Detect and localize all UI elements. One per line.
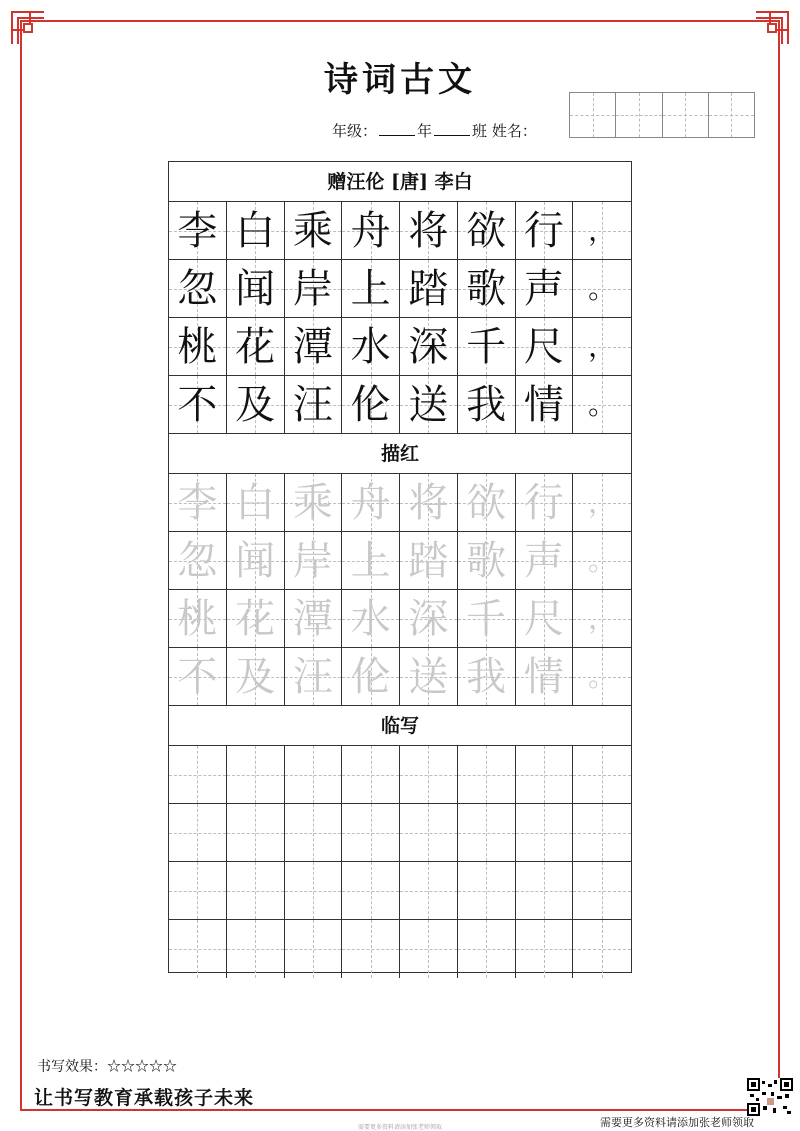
poem-row (169, 260, 631, 318)
year-label: 年 (417, 122, 433, 140)
poem-character: 。 (588, 387, 617, 421)
trace-cell (285, 532, 343, 589)
poem-character: 舟 (350, 207, 391, 254)
footer-note: 需要更多资料请添加张老师领取 (600, 1116, 754, 1129)
copy-cell[interactable] (169, 746, 227, 803)
poem-cell (400, 376, 458, 433)
trace-character: 将 (408, 479, 449, 526)
trace-character: 千 (466, 595, 507, 642)
trace-cell (458, 648, 516, 705)
name-cell[interactable] (663, 93, 709, 137)
trace-character: 忽 (177, 537, 218, 584)
poem-header: 赠汪伦 [唐] 李白 (169, 162, 631, 202)
trace-character: 潭 (292, 595, 333, 642)
trace-cell (400, 648, 458, 705)
trace-cell (285, 590, 343, 647)
poem-character: ， (588, 213, 617, 247)
trace-cell (516, 590, 574, 647)
writing-effect (37, 1056, 177, 1076)
trace-character: 白 (235, 479, 276, 526)
trace-cell (169, 474, 227, 531)
trace-cell (573, 532, 631, 589)
poem-cell (516, 260, 574, 317)
copy-cell[interactable] (342, 804, 400, 861)
trace-character: ， (588, 601, 617, 635)
copy-cell[interactable] (516, 920, 574, 978)
qr-code-icon (747, 1078, 793, 1116)
footer-watermark: 需要更多资料请添加张老师领取 (357, 1124, 442, 1131)
copy-cell[interactable] (573, 862, 631, 919)
poem-cell (573, 202, 631, 259)
trace-cell (227, 590, 285, 647)
poem-cell (573, 376, 631, 433)
trace-character: 情 (523, 653, 564, 700)
poem-row (169, 202, 631, 260)
trace-cell (573, 474, 631, 531)
poem-character: 送 (408, 381, 449, 428)
copy-cell[interactable] (285, 862, 343, 919)
slogan: 让书写教育承载孩子未来 (34, 1087, 255, 1109)
copy-cell[interactable] (458, 746, 516, 803)
grade-label: 年级： (332, 122, 378, 140)
poem-character: 我 (466, 381, 507, 428)
poem-character: 花 (235, 323, 276, 370)
trace-character: 尺 (523, 595, 564, 642)
copy-cell[interactable] (169, 920, 227, 978)
poem-character: 。 (588, 271, 617, 305)
poem-cell (458, 376, 516, 433)
trace-cell (400, 590, 458, 647)
poem-cell (285, 376, 343, 433)
trace-character: 不 (177, 653, 218, 700)
copy-cell[interactable] (285, 920, 343, 978)
copy-cell[interactable] (516, 862, 574, 919)
trace-character: 我 (466, 653, 507, 700)
trace-cell (458, 590, 516, 647)
poem-character: 岸 (292, 265, 333, 312)
copy-cell[interactable] (342, 862, 400, 919)
poem-cell (516, 318, 574, 375)
copy-cell[interactable] (285, 804, 343, 861)
copy-row (169, 862, 631, 920)
poem-character: 尺 (523, 323, 564, 370)
poem-character: 情 (523, 381, 564, 428)
copy-cell[interactable] (227, 862, 285, 919)
trace-character: 歌 (466, 537, 507, 584)
poem-cell (458, 318, 516, 375)
poem-cell (227, 260, 285, 317)
name-cell[interactable] (709, 93, 754, 137)
copy-row (169, 804, 631, 862)
trace-character: 深 (408, 595, 449, 642)
poem-cell (285, 318, 343, 375)
poem-row (169, 376, 631, 434)
poem-character: 白 (235, 207, 276, 254)
trace-character: 李 (177, 479, 218, 526)
copy-cell[interactable] (573, 804, 631, 861)
copy-cell[interactable] (342, 746, 400, 803)
poem-character: 忽 (177, 265, 218, 312)
poem-cell (516, 202, 574, 259)
poem-cell (227, 376, 285, 433)
copy-cell[interactable] (400, 746, 458, 803)
trace-cell (400, 474, 458, 531)
copy-cell[interactable] (169, 862, 227, 919)
trace-cell (516, 648, 574, 705)
copy-cell[interactable] (458, 920, 516, 978)
trace-character: 。 (588, 543, 617, 577)
copy-grid (169, 746, 631, 978)
copy-cell[interactable] (285, 746, 343, 803)
copy-row (169, 746, 631, 804)
name-writing-box[interactable] (569, 92, 755, 138)
trace-character: 送 (408, 653, 449, 700)
trace-row (169, 590, 631, 648)
copy-cell[interactable] (400, 804, 458, 861)
poem-character: 上 (350, 265, 391, 312)
trace-cell (169, 532, 227, 589)
poem-cell (573, 260, 631, 317)
trace-cell (458, 474, 516, 531)
poem-character: 踏 (408, 265, 449, 312)
poem-cell (169, 260, 227, 317)
poem-character: 汪 (292, 381, 333, 428)
poem-cell (227, 202, 285, 259)
poem-character: 李 (177, 207, 218, 254)
poem-character: 歌 (466, 265, 507, 312)
trace-cell (342, 648, 400, 705)
poem-character: 桃 (177, 323, 218, 370)
trace-character: 及 (235, 653, 276, 700)
poem-character: 声 (523, 265, 564, 312)
trace-character: 伦 (350, 653, 391, 700)
poem-cell (400, 202, 458, 259)
trace-character: 闻 (235, 537, 276, 584)
poem-cell (169, 376, 227, 433)
copy-cell[interactable] (169, 804, 227, 861)
poem-cell (342, 376, 400, 433)
trace-cell (285, 474, 343, 531)
poem-character: 乘 (292, 207, 333, 254)
copy-cell[interactable] (400, 920, 458, 978)
copy-cell[interactable] (342, 920, 400, 978)
poem-cell (400, 318, 458, 375)
trace-row (169, 648, 631, 706)
trace-row (169, 532, 631, 590)
poem-cell (458, 202, 516, 259)
trace-cell (169, 590, 227, 647)
trace-cell (573, 648, 631, 705)
poem-character: 千 (466, 323, 507, 370)
effect-label: 书写效果： (37, 1059, 107, 1075)
trace-cell (169, 648, 227, 705)
poem-character: ， (588, 329, 617, 363)
copy-cell[interactable] (458, 862, 516, 919)
poem-character: 行 (523, 207, 564, 254)
name-cell[interactable] (616, 93, 662, 137)
poem-row (169, 318, 631, 376)
trace-cell (285, 648, 343, 705)
trace-character: 踏 (408, 537, 449, 584)
trace-cell (227, 648, 285, 705)
trace-character: 岸 (292, 537, 333, 584)
poem-character: 水 (350, 323, 391, 370)
trace-cell (342, 474, 400, 531)
trace-cell (342, 590, 400, 647)
copy-cell[interactable] (573, 920, 631, 978)
poem-character: 闻 (235, 265, 276, 312)
trace-grid (169, 474, 631, 706)
poem-cell (458, 260, 516, 317)
trace-row (169, 474, 631, 532)
class-label: 班 (472, 122, 488, 140)
poem-cell (342, 318, 400, 375)
name-label: 姓名： (491, 122, 537, 140)
poem-character: 潭 (292, 323, 333, 370)
student-info-line (332, 120, 537, 141)
corner-ornament-top-right (754, 10, 790, 46)
poem-character: 深 (408, 323, 449, 370)
trace-character: 汪 (292, 653, 333, 700)
page-title: 诗词古文 (324, 60, 476, 100)
trace-character: 行 (523, 479, 564, 526)
copy-header: 临写 (169, 706, 631, 746)
name-cell[interactable] (570, 93, 616, 137)
trace-character: 。 (588, 659, 617, 693)
trace-character: 舟 (350, 479, 391, 526)
trace-character: 桃 (177, 595, 218, 642)
copy-row (169, 920, 631, 978)
trace-cell (516, 532, 574, 589)
poem-grid (169, 202, 631, 434)
poem-character: 及 (235, 381, 276, 428)
poem-cell (400, 260, 458, 317)
poem-cell (169, 318, 227, 375)
trace-header: 描红 (169, 434, 631, 474)
poem-character: 伦 (350, 381, 391, 428)
grade-blank[interactable] (379, 121, 415, 136)
corner-ornament-top-left (10, 10, 46, 46)
poem-character: 不 (177, 381, 218, 428)
trace-character: 欲 (466, 479, 507, 526)
trace-cell (227, 532, 285, 589)
copy-cell[interactable] (516, 804, 574, 861)
poem-cell (227, 318, 285, 375)
poem-character: 欲 (466, 207, 507, 254)
trace-cell (342, 532, 400, 589)
trace-cell (573, 590, 631, 647)
trace-cell (516, 474, 574, 531)
poem-cell (169, 202, 227, 259)
trace-character: 乘 (292, 479, 333, 526)
copy-cell[interactable] (227, 746, 285, 803)
poem-cell (342, 202, 400, 259)
poem-character: 将 (408, 207, 449, 254)
trace-character: 声 (523, 537, 564, 584)
copy-cell[interactable] (227, 920, 285, 978)
poem-cell (285, 260, 343, 317)
trace-character: 上 (350, 537, 391, 584)
trace-cell (400, 532, 458, 589)
trace-character: 花 (235, 595, 276, 642)
trace-character: 水 (350, 595, 391, 642)
copy-cell[interactable] (227, 804, 285, 861)
copy-cell[interactable] (573, 746, 631, 803)
poem-cell (342, 260, 400, 317)
trace-character: ， (588, 485, 617, 519)
copy-cell[interactable] (516, 746, 574, 803)
class-blank[interactable] (434, 121, 470, 136)
poem-cell (573, 318, 631, 375)
trace-cell (458, 532, 516, 589)
writing-sheet (168, 161, 632, 973)
copy-cell[interactable] (400, 862, 458, 919)
poem-cell (516, 376, 574, 433)
rating-stars[interactable]: ☆☆☆☆☆ (107, 1059, 177, 1075)
trace-cell (227, 474, 285, 531)
poem-cell (285, 202, 343, 259)
copy-cell[interactable] (458, 804, 516, 861)
